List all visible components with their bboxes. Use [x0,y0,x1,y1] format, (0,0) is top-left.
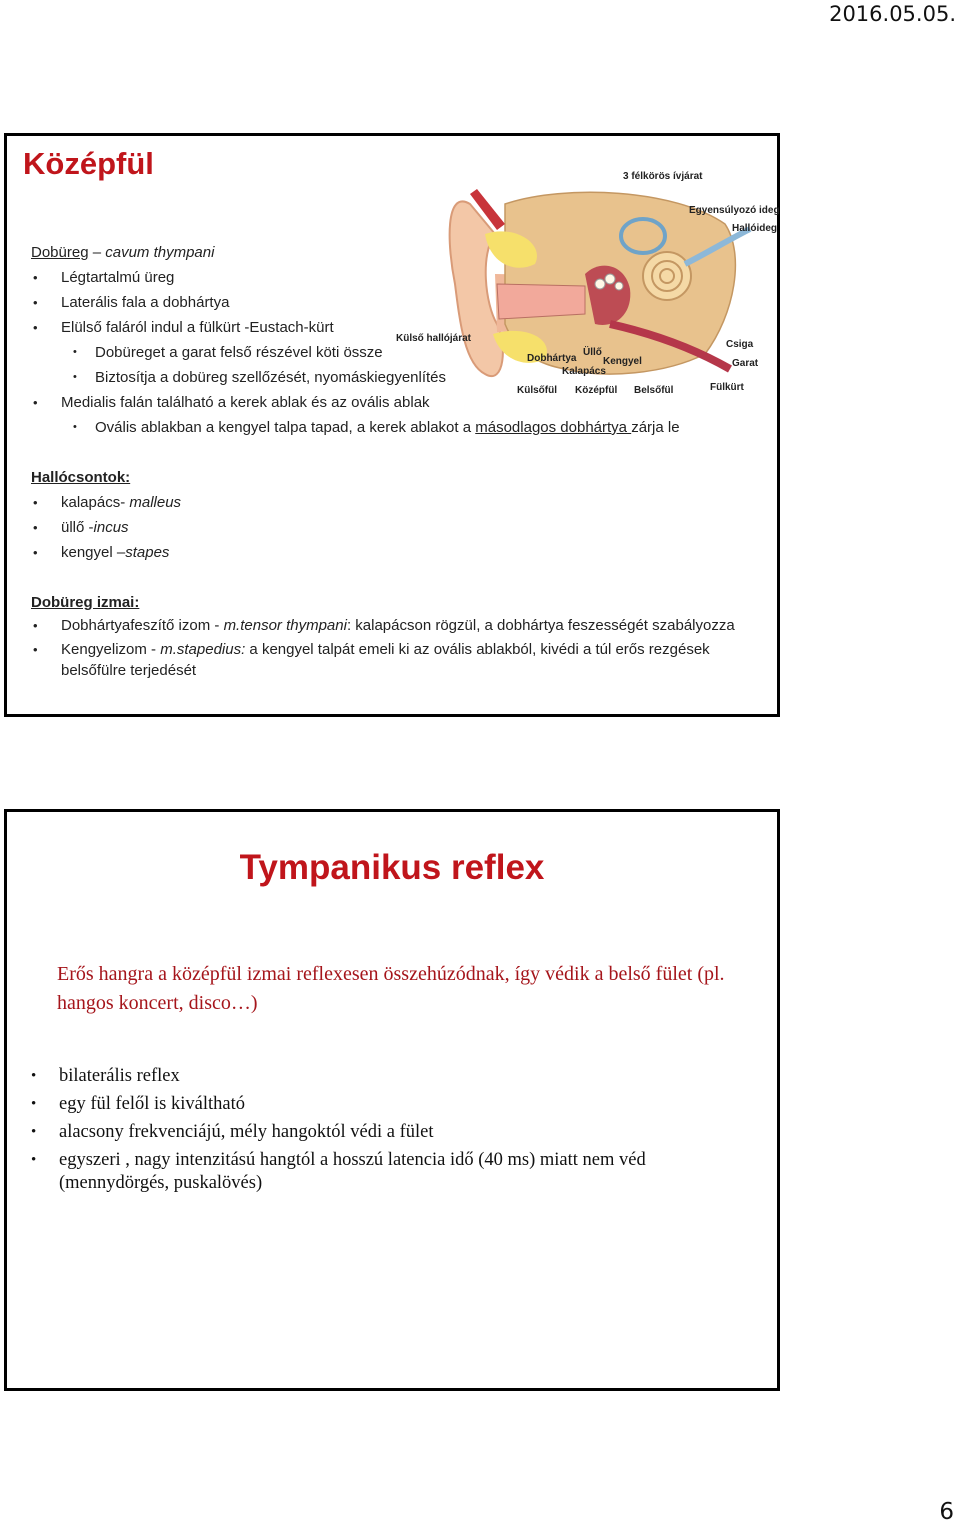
label-kulsoful: Külsőfül [517,385,557,396]
label-ullo: Üllő [583,347,602,358]
masodlagos-dobhartya-link: másodlagos dobhártya [475,419,632,436]
label-kulso-hallojarat: Külső hallójárat [396,333,472,344]
list-item: • Elülső faláról indul a fülkürt -Eustach-kürt [31,315,771,340]
muscle-item: • Dobhártyafeszítő izom - m.tensor thympani: kalapácson rögzül, a dobhártya feszességét szabályozza [31,615,771,636]
list-item: • egyszeri , nagy intenzitású hangtól a hosszú latencia idő (40 ms) miatt nem véd (mennydörgés, puskalövés) [29,1149,759,1195]
list-item: • Légtartalmú üreg [31,265,771,290]
slide-title: Középfül [23,146,154,181]
page-number: 6 [939,1499,954,1525]
reflex-bullet-list [29,1065,759,1200]
list-item: • egy fül felől is kiváltható [29,1093,759,1116]
slide-kozepful [4,133,780,717]
label-kalapacs: Kalapács [562,366,606,377]
ossicle-item: • kalapács- malleus [31,490,771,515]
list-item: • bilaterális reflex [29,1065,759,1088]
label-csiga: Csiga [726,339,754,350]
label-kengyel: Kengyel [603,356,642,367]
label-garat: Garat [732,358,759,369]
hallocsontok-heading: Hallócsontok: [31,469,131,486]
muscle-item: • Kengyelizom - m.stapedius: a kengyel talpát emeli ki az ovális ablakból, kivédi a túl erős rezgések belsőfülre terjedését [31,639,771,681]
label-kozepful: Középfül [575,385,618,396]
label-fulkurt: Fülkürt [710,382,744,393]
slide1-body [31,240,771,684]
sub-list-item: • Dobüreget a garat felső részével köti össze [31,340,771,365]
list-item: • Laterális fala a dobhártya [31,290,771,315]
list-item: • alacsony frekvenciájú, mély hangoktól védi a fület [29,1121,759,1144]
slide-title: Tympanikus reflex [239,848,545,887]
label-belsoful: Belsőfül [634,385,674,396]
reflex-intro: Erős hangra a középfül izmai reflexesen összehúzódnak, így védik a belső fület (pl. hangos koncert, disco…) [57,963,725,1014]
label-egyensuly: Egyensúlyozó ideg [689,205,780,216]
ossicle-item: • üllő -incus [31,515,771,540]
izmai-heading: Dobüreg izmai: [31,594,140,611]
sub-list-item: • Biztosítja a dobüreg szellőzését, nyomáskiegyenlítés [31,365,771,390]
label-felkoros: 3 félkörös ívjárat [623,171,703,182]
sub-list-item: • Ovális ablakban a kengyel talpa tapad, a kerek ablakot a másodlagos dobhártya zárja le [31,415,771,440]
list-item: • Medialis falán található a kerek ablak és az ovális ablak [31,390,771,415]
slide-tympanikus-reflex [4,809,780,1391]
ossicle-item: • kengyel –stapes [31,540,771,565]
label-dobhartya: Dobhártya [527,353,577,364]
label-halloideg: Hallóideg [732,223,778,234]
dobureg-heading: Dobüreg – cavum thympani [31,244,215,261]
header-date: 2016.05.05. [829,2,956,26]
